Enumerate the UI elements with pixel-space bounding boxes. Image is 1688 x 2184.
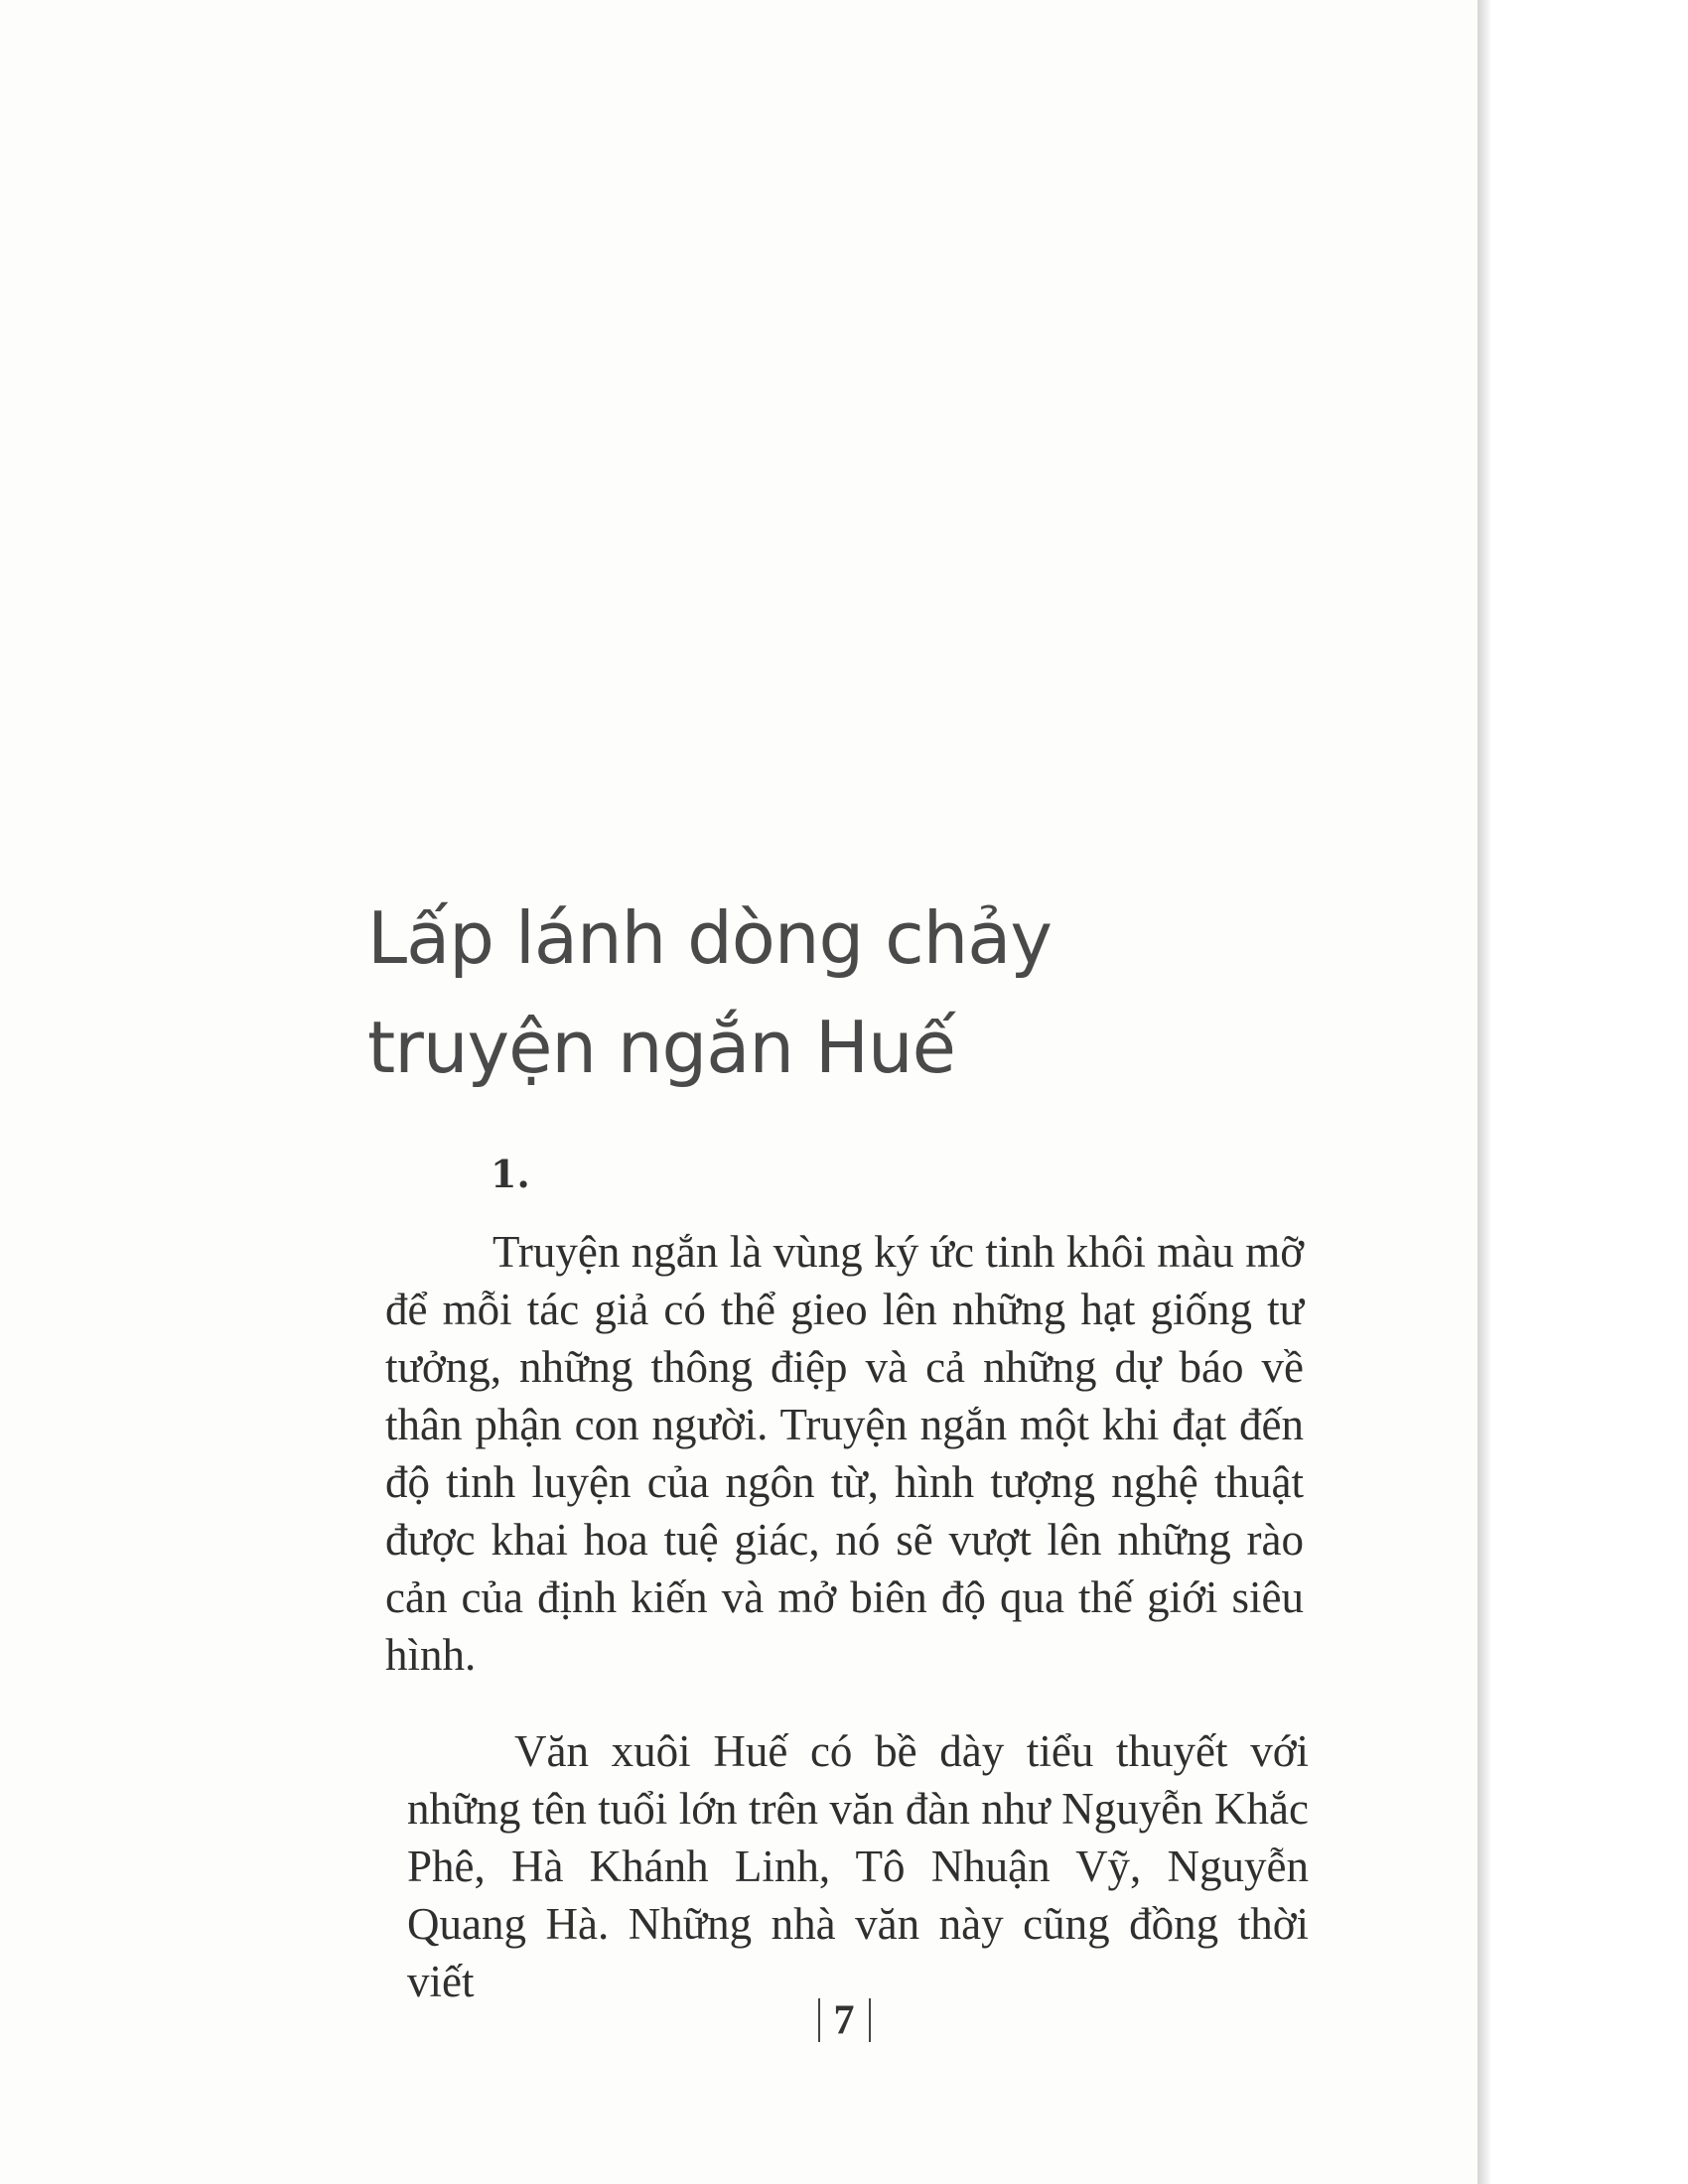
chapter-title-line-2: truyện ngắn Huế bbox=[367, 1006, 955, 1089]
body-paragraph-2: Văn xuôi Huế có bề dày tiểu thuyết với những tên tuổi lớn trên văn đàn như Nguyễn Khắc Phê, Hà Khánh Linh, Tô Nhuận Vỹ, Nguyễn Quang Hà. Những nhà văn này cũng đồng thời viết bbox=[407, 1726, 1309, 2006]
chapter-title bbox=[367, 884, 1261, 1102]
chapter-title-line-1: Lấp lánh dòng chảy bbox=[367, 896, 1053, 980]
page-number-right-rule bbox=[869, 1998, 871, 2042]
page-number-left-rule bbox=[818, 1998, 820, 2042]
page-number-value: 7 bbox=[833, 1997, 855, 2044]
page-edge-shadow bbox=[1477, 0, 1491, 2184]
scan-margin bbox=[1491, 0, 1688, 2184]
section-number: 1. bbox=[491, 1152, 530, 1196]
page-number bbox=[0, 1993, 1688, 2044]
body-paragraph-1: Truyện ngắn là vùng ký ức tinh khôi màu mỡ để mỗi tác giả có thể gieo lên những hạt giống tư tưởng, những thông điệp và cả những dự báo về thân phận con người. Truyện ngắn một khi đạt đến độ tinh luyện của ngôn từ, hình tượng nghệ thuật được khai hoa tuệ giác, nó sẽ vượt lên những rào cản của định kiến và mở biên độ qua thế giới siêu hình. bbox=[385, 1227, 1304, 1680]
